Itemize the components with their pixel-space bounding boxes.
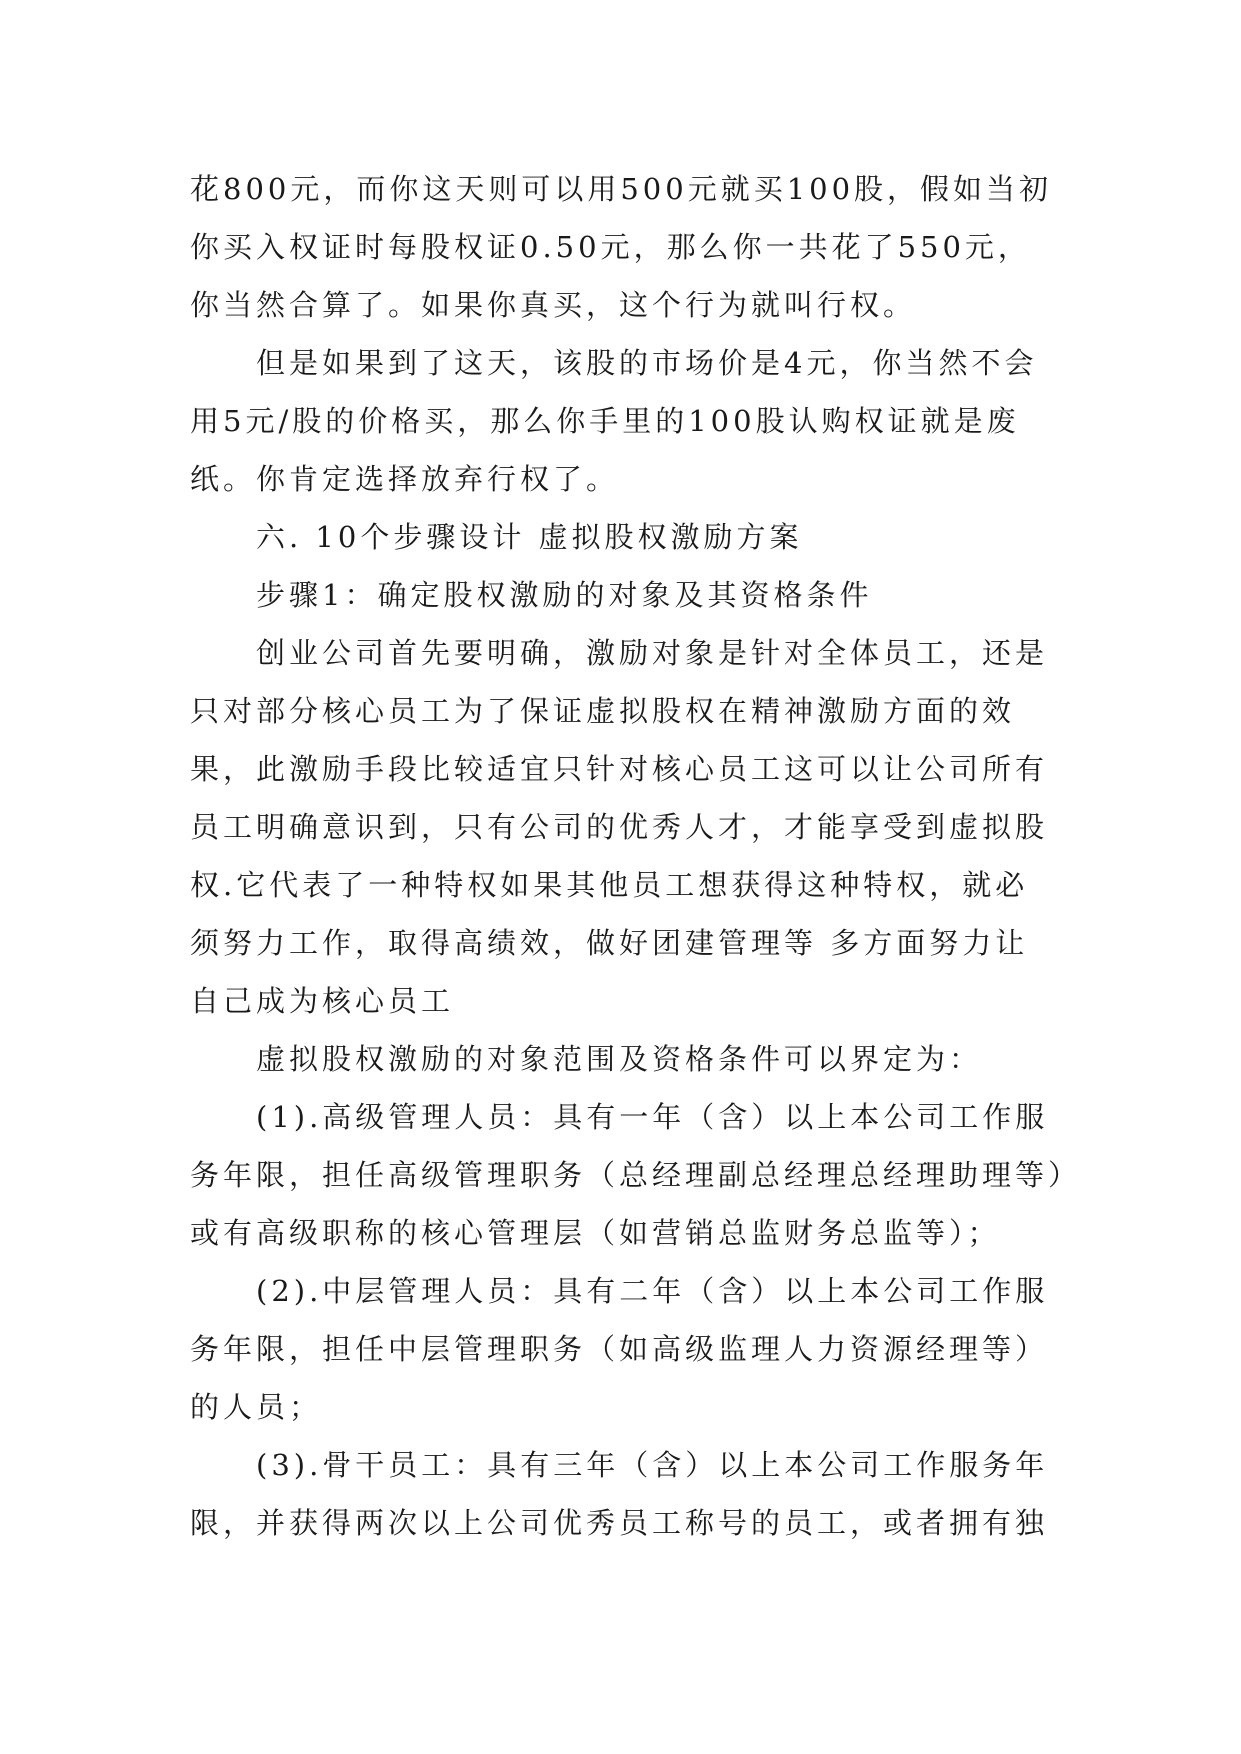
- text-line: (2).中层管理人员：具有二年（含）以上本公司工作服: [256, 1274, 1049, 1308]
- text-line: 须努力工作，取得高绩效，做好团建管理等 多方面努力让: [190, 926, 1029, 960]
- text-line: 花800元，而你这天则可以用500元就买100股，假如当初: [190, 172, 1053, 206]
- paragraph-p6: [190, 1030, 1052, 1088]
- text-line: 但是如果到了这天，该股的市场价是4元，你当然不会: [256, 346, 1038, 380]
- text-line: 你当然合算了。如果你真买，这个行为就叫行权。: [190, 288, 917, 322]
- paragraph-p3: [190, 508, 1052, 566]
- paragraph-p9: [190, 1436, 1052, 1552]
- paragraph-p1: [190, 160, 1052, 334]
- text-line: 员工明确意识到，只有公司的优秀人才，才能享受到虚拟股: [190, 810, 1049, 844]
- paragraph-p2: [190, 334, 1052, 508]
- text-line: 限，并获得两次以上公司优秀员工称号的员工，或者拥有独: [190, 1506, 1049, 1540]
- text-line: 自己成为核心员工: [190, 984, 455, 1018]
- paragraph-p8: [190, 1262, 1052, 1436]
- text-line: 六. 10个步骤设计 虚拟股权激励方案: [256, 520, 803, 554]
- text-line: 的人员；: [190, 1390, 323, 1424]
- text-line: (1).高级管理人员：具有一年（含）以上本公司工作服: [256, 1100, 1049, 1134]
- text-line: 创业公司首先要明确，激励对象是针对全体员工，还是: [256, 636, 1049, 670]
- text-line: 务年限，担任中层管理职务（如高级监理人力资源经理等）: [190, 1332, 1049, 1366]
- text-line: 权.它代表了一种特权如果其他员工想获得这种特权，就必: [190, 868, 1029, 902]
- document-body: [190, 160, 1082, 1552]
- text-line: 或有高级职称的核心管理层（如营销总监财务总监等）；: [190, 1216, 1001, 1250]
- text-line: (3).骨干员工：具有三年（含）以上本公司工作服务年: [256, 1448, 1049, 1482]
- text-line: 务年限，担任高级管理职务（总经理副总经理总经理助理等）: [190, 1158, 1082, 1192]
- text-line: 步骤1：确定股权激励的对象及其资格条件: [256, 578, 873, 612]
- paragraph-p7: [190, 1088, 1082, 1262]
- paragraph-p5: [190, 624, 1052, 1030]
- text-line: 用5元/股的价格买，那么你手里的100股认购权证就是废: [190, 404, 1020, 438]
- text-line: 果，此激励手段比较适宜只针对核心员工这可以让公司所有: [190, 752, 1049, 786]
- text-line: 纸。你肯定选择放弃行权了。: [190, 462, 620, 496]
- paragraph-p4: [190, 566, 1052, 624]
- text-line: 虚拟股权激励的对象范围及资格条件可以界定为：: [256, 1042, 983, 1076]
- text-line: 你买入权证时每股权证0.50元，那么你一共花了550元，: [190, 230, 1031, 264]
- text-line: 只对部分核心员工为了保证虚拟股权在精神激励方面的效: [190, 694, 1016, 728]
